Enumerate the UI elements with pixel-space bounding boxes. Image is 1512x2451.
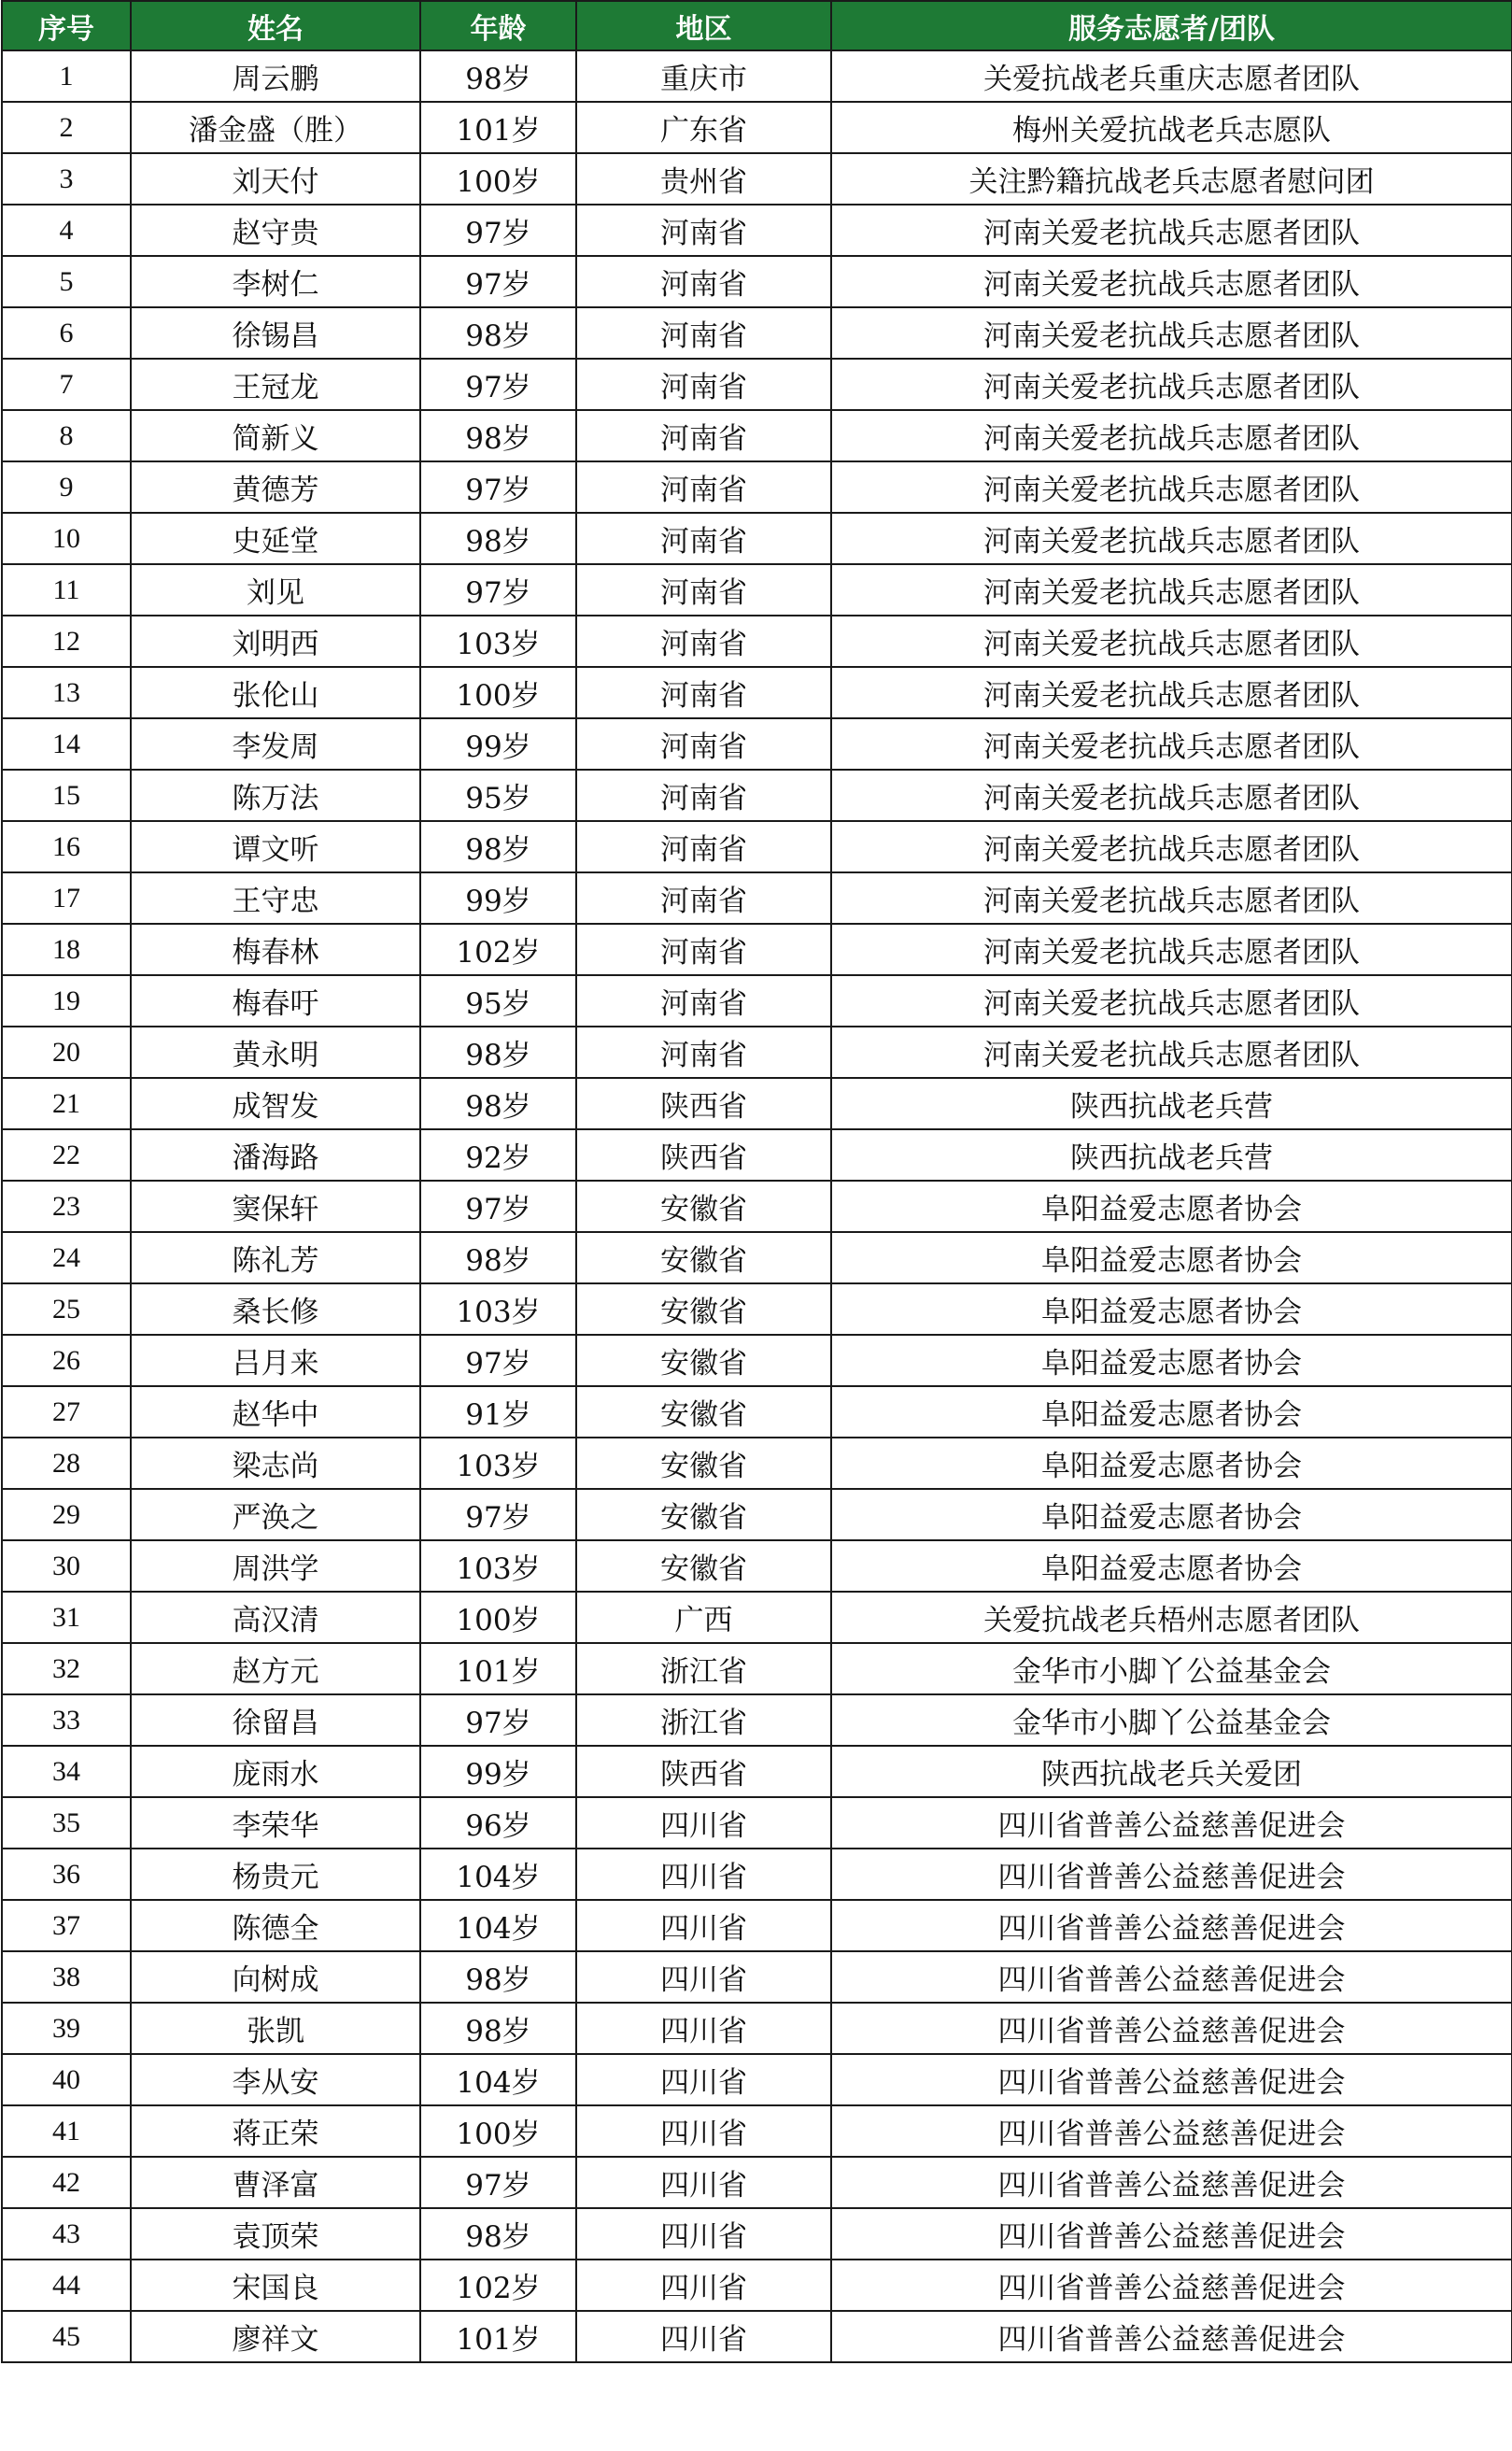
cell-volunteer-team: 四川省普善公益慈善促进会: [831, 2054, 1512, 2105]
cell-age: 97岁: [420, 1489, 576, 1540]
cell-index: 3: [2, 153, 131, 205]
cell-name: 曹泽富: [131, 2157, 420, 2208]
table-row: [2, 667, 1512, 718]
cell-index: 25: [2, 1283, 131, 1335]
header-region: 地区: [576, 1, 831, 50]
cell-volunteer-team: 四川省普善公益慈善促进会: [831, 1900, 1512, 1951]
table-row: [2, 975, 1512, 1027]
cell-index: 23: [2, 1181, 131, 1232]
cell-index: 31: [2, 1592, 131, 1643]
cell-index: 13: [2, 667, 131, 718]
cell-volunteer-team: 河南关爱老抗战兵志愿者团队: [831, 821, 1512, 872]
table-row: [2, 50, 1512, 102]
cell-volunteer-team: 四川省普善公益慈善促进会: [831, 2105, 1512, 2157]
table-row: [2, 1181, 1512, 1232]
cell-name: 成智发: [131, 1078, 420, 1129]
cell-name: 赵方元: [131, 1643, 420, 1694]
cell-age: 95岁: [420, 975, 576, 1027]
cell-index: 45: [2, 2311, 131, 2362]
cell-age: 103岁: [420, 1438, 576, 1489]
cell-region: 河南省: [576, 205, 831, 256]
cell-age: 99岁: [420, 872, 576, 924]
table-row: [2, 2157, 1512, 2208]
cell-index: 42: [2, 2157, 131, 2208]
cell-name: 陈礼芳: [131, 1232, 420, 1283]
cell-volunteer-team: 四川省普善公益慈善促进会: [831, 1797, 1512, 1849]
cell-region: 河南省: [576, 718, 831, 770]
cell-region: 河南省: [576, 975, 831, 1027]
cell-name: 李发周: [131, 718, 420, 770]
cell-name: 史延堂: [131, 513, 420, 564]
cell-region: 河南省: [576, 359, 831, 410]
cell-volunteer-team: 河南关爱老抗战兵志愿者团队: [831, 410, 1512, 461]
cell-volunteer-team: 河南关爱老抗战兵志愿者团队: [831, 513, 1512, 564]
header-volunteer-team: 服务志愿者/团队: [831, 1, 1512, 50]
cell-region: 四川省: [576, 2054, 831, 2105]
cell-region: 河南省: [576, 770, 831, 821]
cell-region: 四川省: [576, 2157, 831, 2208]
cell-region: 四川省: [576, 2260, 831, 2311]
cell-name: 李荣华: [131, 1797, 420, 1849]
table-row: [2, 872, 1512, 924]
cell-age: 95岁: [420, 770, 576, 821]
cell-name: 徐锡昌: [131, 307, 420, 359]
veterans-table: [1, 0, 1512, 2363]
cell-volunteer-team: 四川省普善公益慈善促进会: [831, 2208, 1512, 2260]
cell-volunteer-team: 梅州关爱抗战老兵志愿队: [831, 102, 1512, 153]
cell-volunteer-team: 河南关爱老抗战兵志愿者团队: [831, 307, 1512, 359]
cell-name: 王冠龙: [131, 359, 420, 410]
cell-age: 99岁: [420, 1746, 576, 1797]
cell-age: 101岁: [420, 1643, 576, 1694]
table-row: [2, 2105, 1512, 2157]
table-row: [2, 924, 1512, 975]
cell-region: 河南省: [576, 564, 831, 616]
cell-age: 103岁: [420, 616, 576, 667]
cell-age: 104岁: [420, 1849, 576, 1900]
table-row: [2, 1951, 1512, 2003]
cell-name: 梅春林: [131, 924, 420, 975]
cell-region: 安徽省: [576, 1540, 831, 1592]
cell-name: 赵华中: [131, 1386, 420, 1438]
cell-name: 刘见: [131, 564, 420, 616]
table-row: [2, 1900, 1512, 1951]
cell-region: 安徽省: [576, 1489, 831, 1540]
cell-region: 四川省: [576, 2003, 831, 2054]
cell-volunteer-team: 河南关爱老抗战兵志愿者团队: [831, 667, 1512, 718]
cell-age: 104岁: [420, 2054, 576, 2105]
cell-region: 浙江省: [576, 1694, 831, 1746]
cell-age: 102岁: [420, 924, 576, 975]
table-row: [2, 102, 1512, 153]
cell-region: 四川省: [576, 1951, 831, 2003]
cell-volunteer-team: 阜阳益爱志愿者协会: [831, 1489, 1512, 1540]
table-header: [2, 1, 1512, 50]
cell-region: 河南省: [576, 924, 831, 975]
cell-region: 安徽省: [576, 1181, 831, 1232]
cell-name: 宋国良: [131, 2260, 420, 2311]
cell-age: 91岁: [420, 1386, 576, 1438]
cell-name: 简新义: [131, 410, 420, 461]
cell-index: 28: [2, 1438, 131, 1489]
cell-region: 四川省: [576, 2105, 831, 2157]
cell-name: 周云鹏: [131, 50, 420, 102]
cell-name: 黄永明: [131, 1027, 420, 1078]
cell-age: 97岁: [420, 1181, 576, 1232]
cell-age: 103岁: [420, 1540, 576, 1592]
cell-age: 98岁: [420, 50, 576, 102]
cell-volunteer-team: 关爱抗战老兵梧州志愿者团队: [831, 1592, 1512, 1643]
cell-age: 92岁: [420, 1129, 576, 1181]
cell-volunteer-team: 河南关爱老抗战兵志愿者团队: [831, 461, 1512, 513]
cell-volunteer-team: 金华市小脚丫公益基金会: [831, 1643, 1512, 1694]
cell-volunteer-team: 河南关爱老抗战兵志愿者团队: [831, 924, 1512, 975]
table-row: [2, 718, 1512, 770]
cell-name: 谭文听: [131, 821, 420, 872]
cell-region: 陕西省: [576, 1078, 831, 1129]
table-row: [2, 1232, 1512, 1283]
cell-index: 10: [2, 513, 131, 564]
cell-index: 2: [2, 102, 131, 153]
cell-region: 河南省: [576, 461, 831, 513]
cell-volunteer-team: 四川省普善公益慈善促进会: [831, 1849, 1512, 1900]
cell-volunteer-team: 阜阳益爱志愿者协会: [831, 1335, 1512, 1386]
cell-volunteer-team: 河南关爱老抗战兵志愿者团队: [831, 359, 1512, 410]
cell-volunteer-team: 河南关爱老抗战兵志愿者团队: [831, 205, 1512, 256]
table-row: [2, 1283, 1512, 1335]
cell-name: 梁志尚: [131, 1438, 420, 1489]
cell-age: 97岁: [420, 461, 576, 513]
table-row: [2, 2054, 1512, 2105]
cell-name: 梅春吁: [131, 975, 420, 1027]
cell-index: 33: [2, 1694, 131, 1746]
cell-volunteer-team: 陕西抗战老兵关爱团: [831, 1746, 1512, 1797]
cell-region: 河南省: [576, 1027, 831, 1078]
cell-volunteer-team: 金华市小脚丫公益基金会: [831, 1694, 1512, 1746]
table-row: [2, 1078, 1512, 1129]
table-row: [2, 513, 1512, 564]
cell-name: 李树仁: [131, 256, 420, 307]
cell-age: 102岁: [420, 2260, 576, 2311]
cell-region: 河南省: [576, 616, 831, 667]
table-row: [2, 1694, 1512, 1746]
cell-region: 四川省: [576, 2208, 831, 2260]
cell-index: 8: [2, 410, 131, 461]
cell-region: 河南省: [576, 256, 831, 307]
cell-region: 河南省: [576, 410, 831, 461]
cell-region: 安徽省: [576, 1335, 831, 1386]
table-row: [2, 2260, 1512, 2311]
table-row: [2, 256, 1512, 307]
cell-volunteer-team: 四川省普善公益慈善促进会: [831, 2003, 1512, 2054]
cell-index: 35: [2, 1797, 131, 1849]
table-row: [2, 1540, 1512, 1592]
cell-index: 37: [2, 1900, 131, 1951]
cell-index: 14: [2, 718, 131, 770]
cell-region: 河南省: [576, 667, 831, 718]
cell-index: 17: [2, 872, 131, 924]
cell-index: 6: [2, 307, 131, 359]
cell-name: 徐留昌: [131, 1694, 420, 1746]
header-row: [2, 1, 1512, 50]
table-row: [2, 205, 1512, 256]
cell-region: 河南省: [576, 513, 831, 564]
cell-age: 98岁: [420, 2208, 576, 2260]
cell-age: 97岁: [420, 1694, 576, 1746]
table-row: [2, 1489, 1512, 1540]
table-row: [2, 770, 1512, 821]
cell-region: 安徽省: [576, 1386, 831, 1438]
cell-index: 29: [2, 1489, 131, 1540]
cell-volunteer-team: 陕西抗战老兵营: [831, 1078, 1512, 1129]
cell-volunteer-team: 阜阳益爱志愿者协会: [831, 1540, 1512, 1592]
cell-region: 安徽省: [576, 1283, 831, 1335]
cell-name: 杨贵元: [131, 1849, 420, 1900]
table-row: [2, 153, 1512, 205]
cell-index: 4: [2, 205, 131, 256]
cell-index: 15: [2, 770, 131, 821]
cell-age: 96岁: [420, 1797, 576, 1849]
table-row: [2, 359, 1512, 410]
cell-age: 97岁: [420, 359, 576, 410]
cell-age: 98岁: [420, 513, 576, 564]
header-index: 序号: [2, 1, 131, 50]
cell-name: 潘海路: [131, 1129, 420, 1181]
cell-age: 100岁: [420, 2105, 576, 2157]
cell-region: 安徽省: [576, 1232, 831, 1283]
cell-volunteer-team: 四川省普善公益慈善促进会: [831, 2157, 1512, 2208]
cell-region: 河南省: [576, 821, 831, 872]
cell-index: 26: [2, 1335, 131, 1386]
cell-volunteer-team: 阜阳益爱志愿者协会: [831, 1283, 1512, 1335]
cell-volunteer-team: 河南关爱老抗战兵志愿者团队: [831, 1027, 1512, 1078]
cell-volunteer-team: 河南关爱老抗战兵志愿者团队: [831, 718, 1512, 770]
cell-volunteer-team: 河南关爱老抗战兵志愿者团队: [831, 770, 1512, 821]
cell-volunteer-team: 关注黔籍抗战老兵志愿者慰问团: [831, 153, 1512, 205]
cell-index: 21: [2, 1078, 131, 1129]
table-body: [2, 50, 1512, 2362]
cell-volunteer-team: 河南关爱老抗战兵志愿者团队: [831, 256, 1512, 307]
cell-region: 贵州省: [576, 153, 831, 205]
cell-name: 向树成: [131, 1951, 420, 2003]
header-name: 姓名: [131, 1, 420, 50]
cell-region: 安徽省: [576, 1438, 831, 1489]
cell-name: 张伦山: [131, 667, 420, 718]
cell-index: 16: [2, 821, 131, 872]
table-row: [2, 1335, 1512, 1386]
cell-region: 河南省: [576, 307, 831, 359]
cell-name: 桑长修: [131, 1283, 420, 1335]
cell-age: 97岁: [420, 256, 576, 307]
table-row: [2, 1746, 1512, 1797]
cell-volunteer-team: 关爱抗战老兵重庆志愿者团队: [831, 50, 1512, 102]
cell-region: 广东省: [576, 102, 831, 153]
cell-region: 广西: [576, 1592, 831, 1643]
cell-index: 44: [2, 2260, 131, 2311]
cell-index: 1: [2, 50, 131, 102]
table-row: [2, 307, 1512, 359]
cell-volunteer-team: 河南关爱老抗战兵志愿者团队: [831, 975, 1512, 1027]
cell-name: 周洪学: [131, 1540, 420, 1592]
cell-volunteer-team: 四川省普善公益慈善促进会: [831, 2311, 1512, 2362]
cell-name: 袁顶荣: [131, 2208, 420, 2260]
cell-volunteer-team: 四川省普善公益慈善促进会: [831, 1951, 1512, 2003]
cell-age: 104岁: [420, 1900, 576, 1951]
cell-age: 99岁: [420, 718, 576, 770]
cell-name: 严涣之: [131, 1489, 420, 1540]
cell-region: 河南省: [576, 872, 831, 924]
cell-name: 赵守贵: [131, 205, 420, 256]
cell-name: 潘金盛（胜）: [131, 102, 420, 153]
cell-name: 刘天付: [131, 153, 420, 205]
cell-name: 刘明西: [131, 616, 420, 667]
table-row: [2, 1386, 1512, 1438]
table-row: [2, 1643, 1512, 1694]
cell-volunteer-team: 阜阳益爱志愿者协会: [831, 1232, 1512, 1283]
table-row: [2, 1849, 1512, 1900]
cell-index: 24: [2, 1232, 131, 1283]
cell-name: 窦保轩: [131, 1181, 420, 1232]
cell-index: 22: [2, 1129, 131, 1181]
cell-volunteer-team: 阜阳益爱志愿者协会: [831, 1386, 1512, 1438]
table-row: [2, 564, 1512, 616]
cell-region: 四川省: [576, 2311, 831, 2362]
table-row: [2, 461, 1512, 513]
cell-age: 98岁: [420, 307, 576, 359]
cell-region: 重庆市: [576, 50, 831, 102]
cell-name: 吕月来: [131, 1335, 420, 1386]
table-row: [2, 1027, 1512, 1078]
cell-age: 100岁: [420, 1592, 576, 1643]
cell-age: 97岁: [420, 205, 576, 256]
cell-age: 98岁: [420, 1951, 576, 2003]
table-row: [2, 1797, 1512, 1849]
cell-age: 100岁: [420, 153, 576, 205]
cell-name: 黄德芳: [131, 461, 420, 513]
cell-volunteer-team: 河南关爱老抗战兵志愿者团队: [831, 564, 1512, 616]
cell-index: 7: [2, 359, 131, 410]
cell-region: 四川省: [576, 1900, 831, 1951]
table-row: [2, 1438, 1512, 1489]
cell-region: 四川省: [576, 1849, 831, 1900]
cell-name: 王守忠: [131, 872, 420, 924]
cell-index: 9: [2, 461, 131, 513]
cell-index: 34: [2, 1746, 131, 1797]
cell-name: 陈德全: [131, 1900, 420, 1951]
cell-volunteer-team: 阜阳益爱志愿者协会: [831, 1181, 1512, 1232]
cell-index: 40: [2, 2054, 131, 2105]
cell-name: 高汉清: [131, 1592, 420, 1643]
cell-index: 19: [2, 975, 131, 1027]
cell-name: 廖祥文: [131, 2311, 420, 2362]
cell-age: 97岁: [420, 2157, 576, 2208]
cell-region: 四川省: [576, 1797, 831, 1849]
cell-age: 101岁: [420, 102, 576, 153]
cell-index: 18: [2, 924, 131, 975]
table-row: [2, 2311, 1512, 2362]
cell-index: 11: [2, 564, 131, 616]
cell-age: 98岁: [420, 2003, 576, 2054]
cell-index: 43: [2, 2208, 131, 2260]
cell-name: 李从安: [131, 2054, 420, 2105]
cell-age: 98岁: [420, 821, 576, 872]
cell-name: 陈万法: [131, 770, 420, 821]
cell-name: 庞雨水: [131, 1746, 420, 1797]
cell-age: 98岁: [420, 1232, 576, 1283]
cell-volunteer-team: 陕西抗战老兵营: [831, 1129, 1512, 1181]
cell-age: 98岁: [420, 410, 576, 461]
cell-index: 39: [2, 2003, 131, 2054]
cell-age: 97岁: [420, 1335, 576, 1386]
cell-region: 陕西省: [576, 1129, 831, 1181]
cell-age: 103岁: [420, 1283, 576, 1335]
cell-name: 蒋正荣: [131, 2105, 420, 2157]
table-row: [2, 2208, 1512, 2260]
table-row: [2, 1592, 1512, 1643]
table-row: [2, 2003, 1512, 2054]
cell-age: 101岁: [420, 2311, 576, 2362]
cell-volunteer-team: 阜阳益爱志愿者协会: [831, 1438, 1512, 1489]
header-age: 年龄: [420, 1, 576, 50]
cell-index: 12: [2, 616, 131, 667]
cell-age: 100岁: [420, 667, 576, 718]
cell-region: 陕西省: [576, 1746, 831, 1797]
cell-name: 张凯: [131, 2003, 420, 2054]
table-row: [2, 1129, 1512, 1181]
cell-index: 5: [2, 256, 131, 307]
cell-index: 20: [2, 1027, 131, 1078]
cell-index: 32: [2, 1643, 131, 1694]
cell-volunteer-team: 四川省普善公益慈善促进会: [831, 2260, 1512, 2311]
table-row: [2, 616, 1512, 667]
cell-region: 浙江省: [576, 1643, 831, 1694]
cell-index: 38: [2, 1951, 131, 2003]
cell-index: 30: [2, 1540, 131, 1592]
cell-age: 97岁: [420, 564, 576, 616]
table-row: [2, 410, 1512, 461]
cell-age: 98岁: [420, 1027, 576, 1078]
cell-volunteer-team: 河南关爱老抗战兵志愿者团队: [831, 872, 1512, 924]
cell-index: 36: [2, 1849, 131, 1900]
cell-index: 27: [2, 1386, 131, 1438]
cell-volunteer-team: 河南关爱老抗战兵志愿者团队: [831, 616, 1512, 667]
table-row: [2, 821, 1512, 872]
cell-age: 98岁: [420, 1078, 576, 1129]
cell-index: 41: [2, 2105, 131, 2157]
